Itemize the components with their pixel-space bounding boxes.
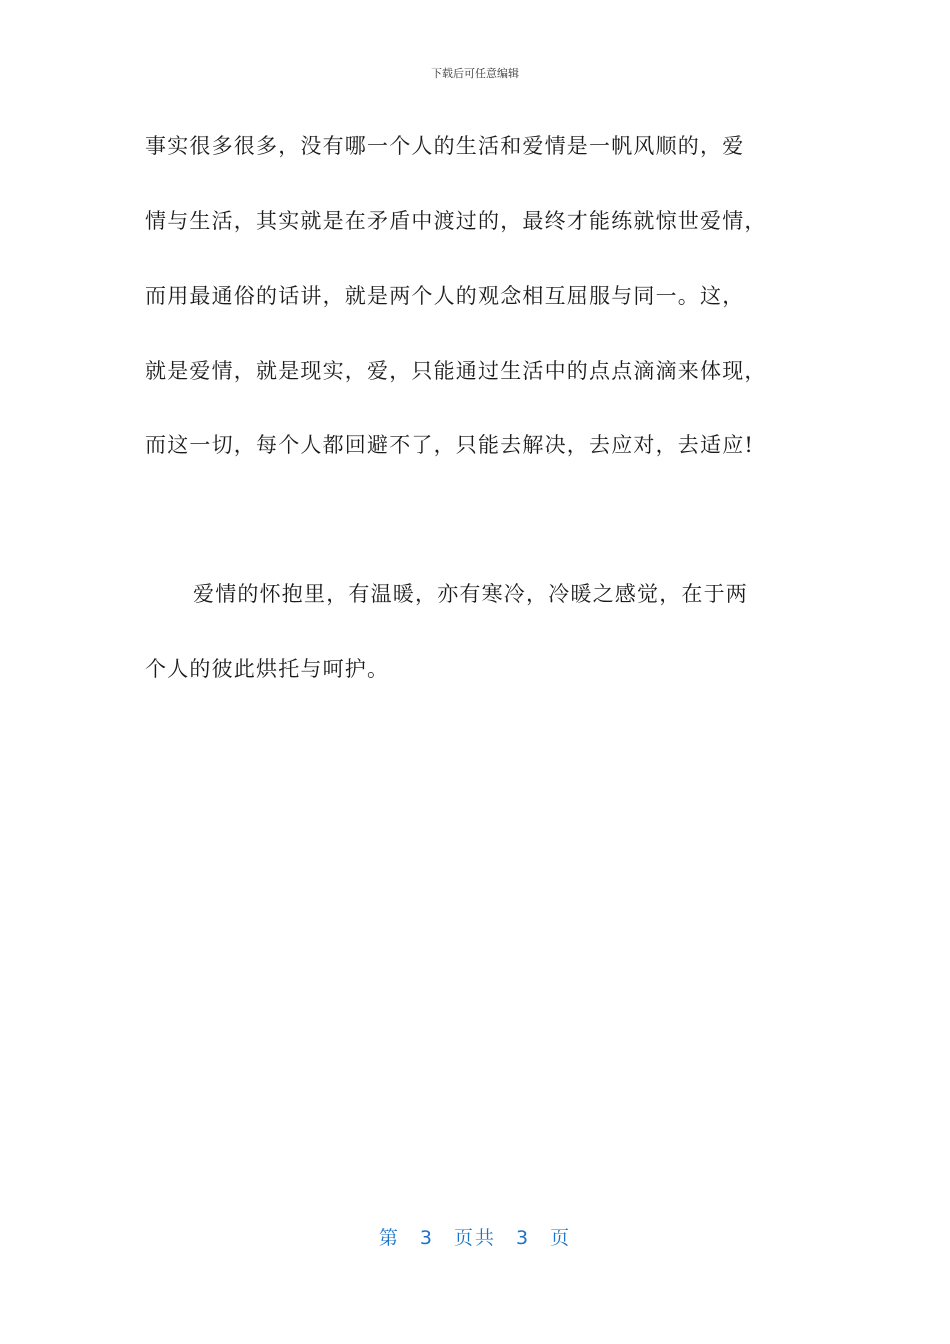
body-text-line: 爱情的怀抱里，有温暖，亦有寒冷，冷暖之感觉，在于两 [193,582,748,606]
body-text-line: 个人的彼此烘托与呵护。 [145,657,390,681]
body-text-line: 而这一切，每个人都回避不了，只能去解决，去应对，去适应! [145,433,755,457]
page-number-footer: 第 3 页共 3 页 [378,1227,572,1249]
page-header: 下载后可任意编辑 [431,67,519,80]
body-text-line: 就是爱情，就是现实，爱，只能通过生活中的点点滴滴来体现， [145,359,767,383]
body-text-line: 事实很多很多，没有哪一个人的生活和爱情是一帆风顺的，爱 [145,134,745,158]
body-text-line: 而用最通俗的话讲，就是两个人的观念相互屈服与同一。这， [145,284,745,308]
body-text-line: 情与生活，其实就是在矛盾中渡过的，最终才能练就惊世爱情， [145,209,767,233]
